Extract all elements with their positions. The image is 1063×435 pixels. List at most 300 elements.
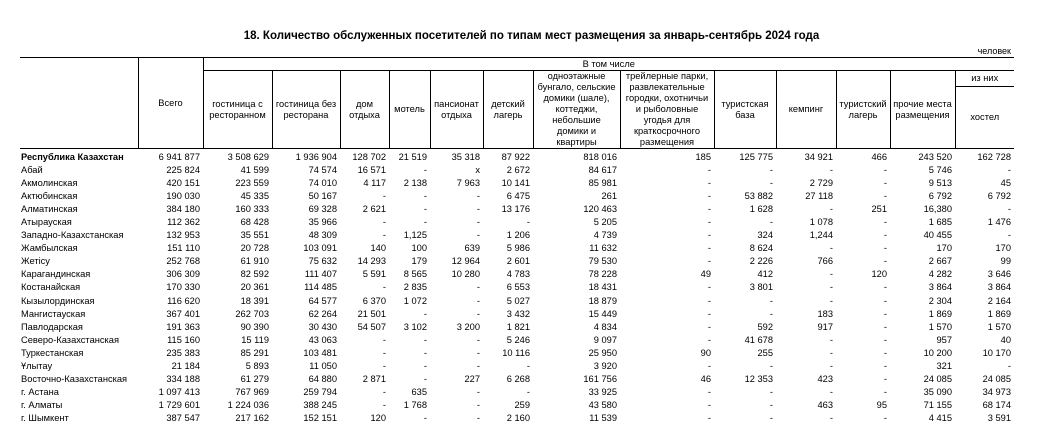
table-cell: 3 200 — [456, 321, 480, 332]
table-cell: 114 485 — [304, 282, 337, 293]
table-cell: 1 476 — [987, 217, 1011, 228]
table-cell: 13 176 — [501, 204, 530, 215]
header-trailer-parks: трейлерные парки, развлекательные городки, охотничьи и рыболовные угодья для краткосрочного размещения — [620, 71, 714, 149]
region-name: Туркестанская — [21, 347, 84, 358]
table-cell: 103 481 — [303, 347, 337, 358]
table-cell: - — [476, 360, 480, 371]
table-cell: 33 925 — [588, 386, 617, 397]
table-row — [20, 190, 1014, 203]
table-cell: 45 — [1000, 178, 1011, 189]
table-row — [20, 216, 1014, 229]
header-rest-house: дом отдыха — [340, 71, 389, 149]
table-cell: 259 — [514, 399, 530, 410]
table-cell: 161 756 — [583, 373, 617, 384]
table-cell: - — [883, 321, 887, 332]
table-cell: 217 162 — [235, 412, 269, 423]
table-cell: 41 599 — [240, 165, 269, 176]
table-cell: 21 501 — [357, 308, 386, 319]
region-name: Алматинская — [21, 204, 78, 215]
table-cell: - — [829, 295, 833, 306]
table-cell: 99 — [1000, 256, 1011, 267]
table-cell: - — [476, 217, 480, 228]
table-cell: 367 401 — [166, 308, 200, 319]
table-cell: 2 729 — [809, 178, 833, 189]
table-cell: - — [382, 399, 386, 410]
table-cell: 243 520 — [918, 152, 952, 163]
table-cell: 12 964 — [451, 256, 480, 267]
table-cell: 21 184 — [171, 360, 200, 371]
region-name: Костанайская — [21, 282, 81, 293]
table-cell: 6 792 — [928, 191, 952, 202]
table-cell: 1 729 601 — [158, 399, 200, 410]
header-of-them: из них — [955, 71, 1014, 87]
table-cell: - — [829, 243, 833, 254]
table-cell: - — [382, 360, 386, 371]
region-name: Павлодарская — [21, 321, 83, 332]
header-tourist-camp: туристский лагерь — [836, 71, 890, 149]
table-cell: 259 794 — [303, 386, 337, 397]
table-row — [20, 334, 1014, 347]
table-cell: 1 821 — [506, 321, 530, 332]
table-cell: 3 591 — [987, 412, 1011, 423]
header-total: Всего — [138, 58, 203, 149]
table-cell: 103 091 — [303, 243, 337, 254]
table-cell: 6 553 — [506, 282, 530, 293]
table-cell: 9 097 — [593, 334, 617, 345]
table-cell: - — [423, 334, 427, 345]
table-row — [20, 308, 1014, 321]
table-cell: 69 328 — [308, 204, 337, 215]
table-cell: 1 628 — [749, 204, 773, 215]
table-cell: 64 577 — [308, 295, 337, 306]
table-cell: - — [423, 191, 427, 202]
table-cell: 1 206 — [506, 230, 530, 241]
table-cell: 767 969 — [235, 386, 269, 397]
table-cell: 5 591 — [362, 269, 386, 280]
table-cell: 3 102 — [403, 321, 427, 332]
table-cell: - — [707, 256, 711, 267]
table-cell: 5 027 — [506, 295, 530, 306]
table-cell: 1,125 — [403, 230, 427, 241]
table-cell: 321 — [936, 360, 952, 371]
table-cell: 61 910 — [240, 256, 269, 267]
table-cell: - — [769, 412, 773, 423]
region-name: Западно-Казахстанская — [21, 230, 124, 241]
table-cell: - — [382, 230, 386, 241]
table-cell: 4 282 — [928, 269, 952, 280]
table-cell: - — [382, 347, 386, 358]
table-cell: - — [769, 295, 773, 306]
table-cell: 818 016 — [583, 152, 617, 163]
table-cell: - — [883, 230, 887, 241]
table-cell: - — [883, 282, 887, 293]
region-name: Карагандинская — [21, 269, 91, 280]
table-cell: 3 920 — [593, 360, 617, 371]
table-cell: - — [476, 399, 480, 410]
table-cell: 3 646 — [987, 269, 1011, 280]
table-cell: 191 363 — [166, 321, 200, 332]
table-cell: 2 226 — [749, 256, 773, 267]
table-cell: 112 362 — [167, 217, 200, 228]
table-cell: 79 530 — [588, 256, 617, 267]
table-cell: 306 309 — [166, 269, 200, 280]
table-cell: 1 768 — [403, 399, 427, 410]
table-cell: 2 164 — [987, 295, 1011, 306]
table-cell: 68 428 — [240, 217, 269, 228]
table-cell: 170 — [995, 243, 1011, 254]
table-cell: 64 880 — [308, 373, 337, 384]
table-cell: - — [707, 308, 711, 319]
table-cell: - — [883, 256, 887, 267]
table-cell: - — [883, 243, 887, 254]
table-cell: 592 — [757, 321, 773, 332]
table-cell: 1 869 — [928, 308, 952, 319]
table-cell: - — [883, 373, 887, 384]
table-cell: - — [423, 308, 427, 319]
table-cell: 48 309 — [308, 230, 337, 241]
table-cell: - — [829, 204, 833, 215]
table-cell: 183 — [817, 308, 833, 319]
table-cell: 18 879 — [588, 295, 617, 306]
table-cell: - — [526, 386, 530, 397]
table-cell: 185 — [695, 152, 711, 163]
table-cell: - — [1007, 230, 1011, 241]
table-cell: 10 141 — [501, 178, 530, 189]
table-cell: - — [707, 230, 711, 241]
table-row — [20, 360, 1014, 373]
table-cell: 132 953 — [166, 230, 200, 241]
table-cell: 74 574 — [308, 165, 337, 176]
table-cell: - — [883, 217, 887, 228]
table-cell: 162 728 — [977, 152, 1011, 163]
table-cell: - — [476, 295, 480, 306]
table-cell: - — [476, 230, 480, 241]
table-cell: 423 — [817, 373, 833, 384]
table-cell: - — [707, 178, 711, 189]
table-cell: - — [883, 386, 887, 397]
table-cell: 4 783 — [506, 269, 530, 280]
table-cell: - — [883, 360, 887, 371]
table-row — [20, 268, 1014, 281]
table-cell: 25 950 — [588, 347, 617, 358]
table-cell: 235 383 — [166, 347, 200, 358]
table-cell: 6 941 877 — [158, 152, 200, 163]
table-cell: - — [707, 165, 711, 176]
table-cell: 639 — [464, 243, 480, 254]
header-other-places: прочие места размещения — [890, 71, 955, 149]
header-bungalows: одноэтажные бунгало, сельские домики (шале), коттеджи, небольшие домики и квартиры — [533, 71, 620, 149]
table-cell: 10 280 — [451, 269, 480, 280]
header-tourist-base: туристская база — [714, 71, 776, 149]
table-row — [20, 399, 1014, 412]
table-cell: - — [769, 360, 773, 371]
table-cell: 14 293 — [357, 256, 386, 267]
table-cell: - — [707, 282, 711, 293]
table-row — [20, 373, 1014, 386]
table-cell: 4 415 — [928, 412, 952, 423]
region-name: Восточно-Казахстанская — [21, 373, 128, 384]
table-cell: - — [526, 360, 530, 371]
table-cell: 1 078 — [809, 217, 833, 228]
table-row — [20, 177, 1014, 190]
table-cell: 9 513 — [928, 178, 952, 189]
table-cell: - — [476, 334, 480, 345]
table-cell: 160 333 — [235, 204, 269, 215]
table-cell: 27 118 — [805, 191, 833, 202]
table-cell: 2 835 — [403, 282, 427, 293]
header-in-total: В том числе — [203, 58, 1014, 71]
table-cell: - — [883, 178, 887, 189]
table-cell: - — [829, 165, 833, 176]
region-name: Атырауская — [21, 217, 72, 228]
table-cell: - — [382, 217, 386, 228]
table-cell: - — [707, 360, 711, 371]
table-cell: 252 768 — [166, 256, 200, 267]
table-cell: - — [423, 373, 427, 384]
table-cell: 6 475 — [506, 191, 530, 202]
table-cell: 2 621 — [362, 204, 386, 215]
table-cell: 24 085 — [923, 373, 952, 384]
table-cell: 1 685 — [928, 217, 952, 228]
table-row — [20, 412, 1014, 425]
table-cell: 3 864 — [987, 282, 1011, 293]
table-cell: - — [382, 334, 386, 345]
table-cell: 15 449 — [588, 308, 617, 319]
table-cell: 71 155 — [923, 399, 952, 410]
table-cell: 120 463 — [583, 204, 617, 215]
table-cell: - — [382, 191, 386, 202]
table-cell: 6 792 — [987, 191, 1011, 202]
table-cell: - — [707, 191, 711, 202]
table-cell: 11 050 — [309, 360, 337, 371]
table-cell: 766 — [817, 256, 833, 267]
table-cell: 120 — [871, 269, 887, 280]
region-name: Жамбылская — [21, 243, 78, 254]
table-row — [20, 386, 1014, 399]
table-cell: 957 — [936, 334, 952, 345]
table-cell: - — [476, 347, 480, 358]
table-cell: 15 119 — [241, 334, 269, 345]
table-row — [20, 242, 1014, 255]
header-region — [20, 58, 138, 149]
table-cell: 170 — [936, 243, 952, 254]
table-cell: 4 834 — [593, 321, 617, 332]
table-row — [20, 281, 1014, 294]
table-cell: 384 180 — [166, 204, 200, 215]
table-cell: 10 170 — [982, 347, 1011, 358]
header-camping: кемпинг — [776, 71, 836, 149]
table-cell: - — [769, 308, 773, 319]
table-cell: 3 801 — [749, 282, 773, 293]
region-name: Мангистауская — [21, 308, 86, 319]
table-cell: - — [382, 386, 386, 397]
table-cell: - — [829, 360, 833, 371]
table-cell: 225 824 — [166, 165, 200, 176]
table-cell: 151 110 — [167, 243, 200, 254]
table-cell: 261 — [601, 191, 617, 202]
table-cell: - — [883, 347, 887, 358]
region-name: Жетісу — [21, 256, 50, 267]
table-cell: 7 963 — [456, 178, 480, 189]
table-cell: 5 986 — [506, 243, 530, 254]
region-name: Абай — [21, 165, 43, 176]
region-name: Республика Казахстан — [21, 152, 124, 163]
unit-label: человек — [977, 46, 1011, 56]
table-cell: 21 519 — [398, 152, 427, 163]
table-cell: 53 882 — [744, 191, 773, 202]
table-cell: - — [423, 360, 427, 371]
table-cell: - — [707, 334, 711, 345]
table-cell: 6 268 — [506, 373, 530, 384]
table-cell: 2 672 — [506, 165, 530, 176]
table-cell: 115 160 — [167, 334, 200, 345]
table-cell: - — [1007, 165, 1011, 176]
table-cell: 251 — [871, 204, 887, 215]
table-cell: - — [769, 165, 773, 176]
table-cell: - — [423, 347, 427, 358]
table-cell: 85 291 — [240, 347, 269, 358]
table-cell: - — [1007, 360, 1011, 371]
table-cell: 2 601 — [506, 256, 530, 267]
table-cell: 35 090 — [923, 386, 952, 397]
table-cell: 6 370 — [362, 295, 386, 306]
table-cell: 170 330 — [166, 282, 200, 293]
table-cell: 2 160 — [506, 412, 530, 423]
table-title: 18. Количество обслуженных посетителей по типам мест размещения за январь-сентябрь 2024 года — [243, 30, 820, 42]
table-cell: 95 — [876, 399, 887, 410]
table-cell: 1 570 — [928, 321, 952, 332]
table-cell: 1 072 — [403, 295, 427, 306]
table-cell: 87 922 — [501, 152, 530, 163]
region-name: Актюбинская — [21, 191, 78, 202]
table-row — [20, 229, 1014, 242]
table-cell: - — [707, 399, 711, 410]
table-cell: 34 921 — [804, 152, 833, 163]
table-cell: 90 — [700, 347, 711, 358]
table-cell: - — [382, 282, 386, 293]
table-cell: 18 431 — [588, 282, 617, 293]
table-cell: 16 571 — [357, 165, 386, 176]
table-cell: 34 973 — [982, 386, 1011, 397]
table-cell: 128 702 — [352, 152, 386, 163]
table-cell: - — [829, 282, 833, 293]
table-cell: - — [423, 217, 427, 228]
header-children-camp: детский лагерь — [483, 71, 533, 149]
table-cell: 62 264 — [308, 308, 337, 319]
table-cell: 1 570 — [987, 321, 1011, 332]
table-cell: 35 318 — [451, 152, 480, 163]
table-cell: 41 678 — [744, 334, 773, 345]
table-cell: - — [829, 386, 833, 397]
table-cell: 3 508 629 — [227, 152, 269, 163]
table-cell: 140 — [370, 243, 386, 254]
table-cell: 74 010 — [308, 178, 337, 189]
table-cell: 466 — [871, 152, 887, 163]
header-hotel-no-restaurant: гостиница без ресторана — [272, 71, 340, 149]
region-name: г. Астана — [21, 386, 59, 397]
table-cell: 45 335 — [240, 191, 269, 202]
table-cell: 35 966 — [308, 217, 337, 228]
table-cell: - — [476, 204, 480, 215]
table-row — [20, 295, 1014, 308]
table-cell: 11 632 — [589, 243, 617, 254]
table-cell: - — [769, 217, 773, 228]
table-cell: 20 361 — [240, 282, 269, 293]
table-cell: - — [883, 334, 887, 345]
table-cell: 11 539 — [589, 412, 617, 423]
table-cell: - — [476, 282, 480, 293]
table-cell: - — [769, 399, 773, 410]
table-cell: 43 063 — [308, 334, 337, 345]
table-cell: 412 — [757, 269, 773, 280]
table-cell: 917 — [817, 321, 833, 332]
table-cell: 5 205 — [593, 217, 617, 228]
table-cell: 388 245 — [303, 399, 337, 410]
region-name: Ұлытау — [21, 360, 53, 371]
table-cell: - — [476, 386, 480, 397]
region-name: Северо-Казахстанская — [21, 334, 120, 345]
table-cell: 5 893 — [245, 360, 269, 371]
table-cell: - — [476, 308, 480, 319]
table-cell: - — [423, 204, 427, 215]
table-row — [20, 255, 1014, 268]
table-cell: - — [883, 295, 887, 306]
table-cell: 1 869 — [987, 308, 1011, 319]
table-cell: 24 085 — [982, 373, 1011, 384]
region-name: Кызылординская — [21, 295, 95, 306]
table-cell: 3 864 — [928, 282, 952, 293]
table-cell: 324 — [757, 230, 773, 241]
table-cell: 125 775 — [739, 152, 773, 163]
table-cell: 68 174 — [982, 399, 1011, 410]
table-cell: 255 — [757, 347, 773, 358]
table-cell: 420 151 — [166, 178, 200, 189]
table-cell: 334 188 — [166, 373, 200, 384]
table-cell: - — [526, 217, 530, 228]
table-cell: 179 — [411, 256, 427, 267]
table-cell: 30 430 — [308, 321, 337, 332]
table-cell: 2 667 — [928, 256, 952, 267]
table-cell: - — [1007, 204, 1011, 215]
table-cell: 387 547 — [166, 412, 200, 423]
table-row — [20, 347, 1014, 360]
table-cell: 10 116 — [502, 347, 530, 358]
table-cell: 1 097 413 — [158, 386, 200, 397]
table-cell: 82 592 — [240, 269, 269, 280]
table-cell: - — [423, 412, 427, 423]
table-cell: 61 279 — [240, 373, 269, 384]
table-cell: - — [883, 412, 887, 423]
table-cell: 111 407 — [304, 269, 337, 280]
table-cell: - — [707, 412, 711, 423]
table-cell: x — [475, 165, 480, 176]
table-cell: 46 — [700, 373, 711, 384]
table-cell: 120 — [370, 412, 386, 423]
table-cell: 49 — [700, 269, 711, 280]
table-cell: 463 — [817, 399, 833, 410]
table-cell: - — [883, 165, 887, 176]
table-cell: - — [707, 295, 711, 306]
header-hotel-restaurant: гостиница с ресторанном — [203, 71, 272, 149]
table-cell: - — [883, 308, 887, 319]
table-cell: 8 565 — [403, 269, 427, 280]
table-cell: 190 030 — [166, 191, 200, 202]
table-cell: 16,380 — [923, 204, 952, 215]
table-cell: 40 — [1000, 334, 1011, 345]
table-cell: 635 — [411, 386, 427, 397]
visitors-table — [20, 57, 1014, 425]
table-cell: 8 624 — [749, 243, 773, 254]
